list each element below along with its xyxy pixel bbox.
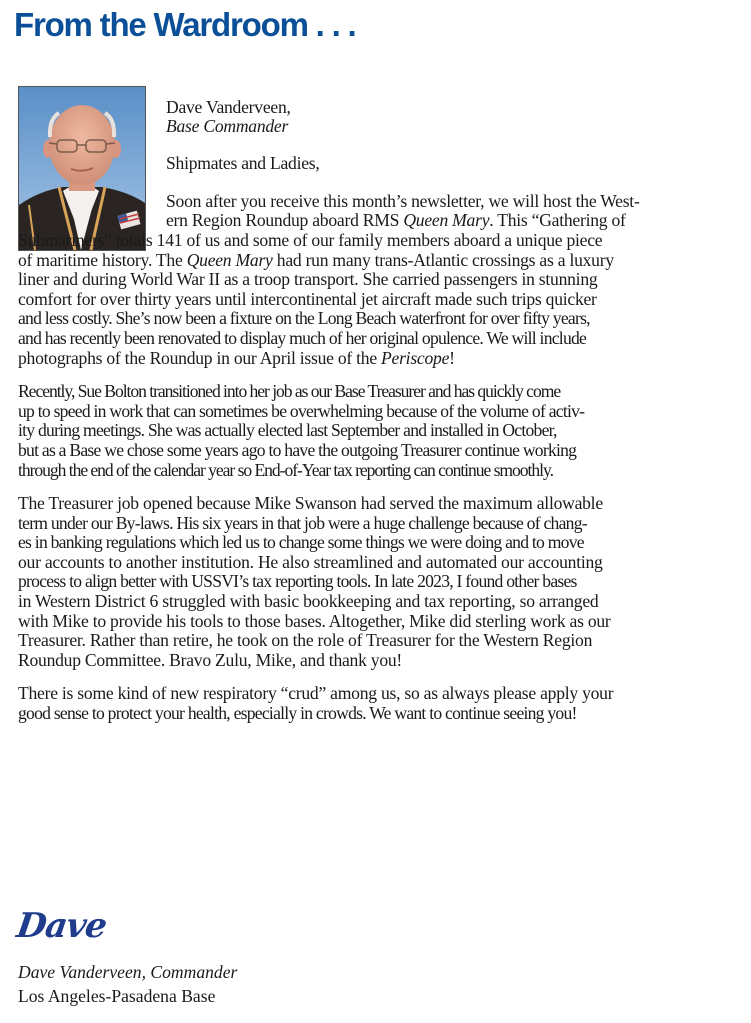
text-line: our accounts to another institution. He also streamlined and automated our accounting (18, 551, 603, 572)
newsletter-name: Periscope (381, 347, 450, 368)
text-line: Recently, Sue Bolton transitioned into her job as our Base Treasurer and has quickly come (18, 381, 561, 402)
spacer (18, 480, 734, 494)
spacer (18, 174, 734, 192)
salutation: Shipmates and Ladies, (166, 153, 320, 174)
text-line: comfort for over thirty years until intercontinental jet aircraft made such trips quicker (18, 288, 597, 309)
text-line: in Western District 6 struggled with basic bookkeeping and tax reporting, so arranged (18, 591, 599, 612)
text-line (18, 211, 734, 231)
text-run: photographs of the Roundup in our April issue of the (18, 347, 382, 368)
text-line: The Treasurer job opened because Mike Swanson had served the maximum allowable (18, 493, 603, 514)
text-line (18, 251, 734, 271)
text-run: had run many trans-Atlantic crossings as a luxury (272, 249, 614, 270)
byline-role: Base Commander (166, 115, 289, 136)
paragraph-health (18, 684, 734, 723)
text-line: Roundup Committee. Bravo Zulu, Mike, and thank you! (18, 649, 403, 670)
text-line: Treasurer. Rather than retire, he took on the role of Treasurer for the Western Region (18, 630, 593, 651)
text-line: Submariners” totals 141 of us and some of our family members aboard a unique piece (18, 229, 603, 250)
text-line: but as a Base we chose some years ago to have the outgoing Treasurer continue working (18, 439, 577, 460)
text-line: liner and during World War II as a troop transport. She carried passengers in stunning (18, 269, 598, 290)
text-line: with Mike to provide his tools to those bases. Altogether, Mike did sterling work as our (18, 610, 611, 631)
text-line: Soon after you receive this month’s newsletter, we will host the West- (166, 190, 640, 211)
text-run: . This “Gathering of (489, 210, 626, 231)
paragraph-sue-bolton (18, 382, 734, 480)
spacer (18, 136, 734, 154)
sign-off-block (18, 960, 237, 1008)
handwritten-signature: Dave (14, 906, 109, 946)
text-line (18, 349, 734, 369)
text-line: and has recently been renovated to display much of her original opulence. We will include (18, 327, 587, 348)
spacer (18, 368, 734, 382)
paragraph-mike-swanson (18, 494, 734, 670)
text-line: and less costly. She’s now been a fixture on the Long Beach waterfront for over fifty years, (18, 308, 590, 329)
ship-name: Queen Mary (186, 249, 273, 270)
text-run: ! (449, 347, 455, 368)
page-title: From the Wardroom . . . (14, 6, 356, 43)
text-run: ern Region Roundup aboard RMS (166, 210, 404, 231)
byline-name: Dave Vanderveen, (166, 97, 291, 117)
text-line: up to speed in work that can sometimes be overwhelming because of the volume of activ- (18, 400, 585, 421)
signoff-organization: Los Angeles-Pasadena Base (18, 986, 216, 1006)
signoff-name-title: Dave Vanderveen, Commander (18, 962, 238, 982)
spacer (18, 670, 734, 684)
text-line: There is some kind of new respiratory “crud” among us, so as always please apply your (18, 683, 614, 704)
paragraph-queen-mary (18, 192, 734, 368)
text-line: good sense to protect your health, especially in crowds. We want to continue seeing you! (18, 703, 577, 724)
text-line: es in banking regulations which led us to change some things we were doing and to move (18, 532, 584, 553)
ship-name: Queen Mary (403, 210, 490, 231)
text-run: of maritime history. The (18, 249, 187, 270)
text-line: term under our By-laws. His six years in that job were a huge challenge because of chang- (18, 512, 587, 533)
text-line: through the end of the calendar year so End-of-Year tax reporting can continue smoothly. (18, 459, 553, 480)
letter-body (18, 98, 734, 724)
text-line: ity during meetings. She was actually elected last September and installed in October, (18, 420, 557, 441)
text-line: process to align better with USSVI’s tax reporting tools. In late 2023, I found other bases (18, 571, 577, 592)
